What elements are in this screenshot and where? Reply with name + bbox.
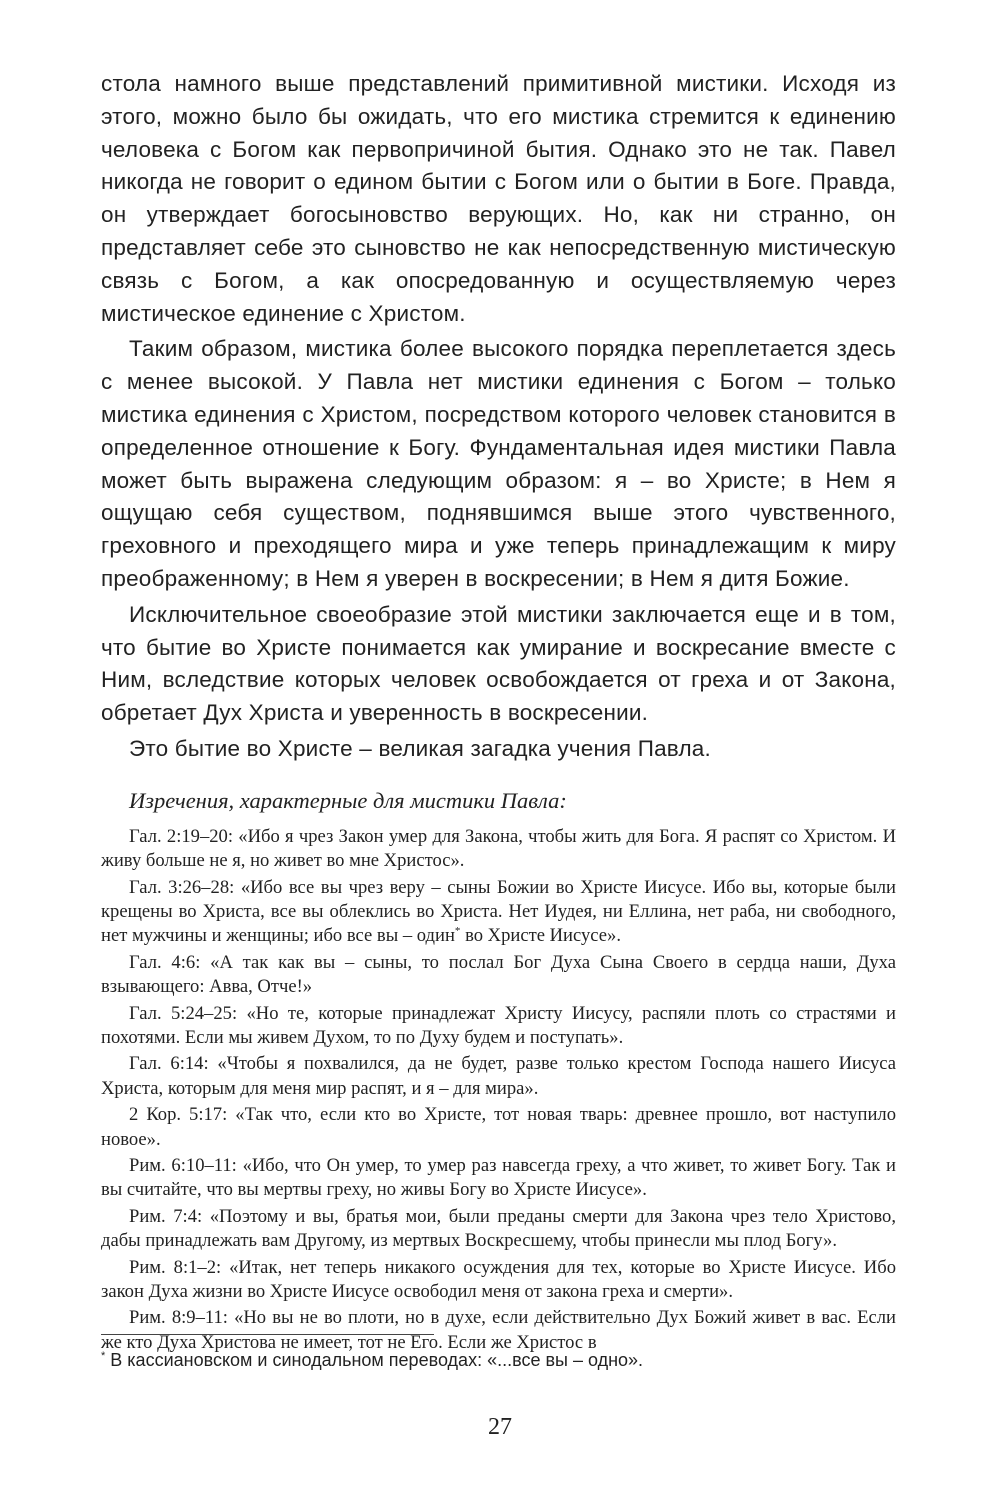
main-text: [101, 68, 896, 766]
quote-item: Рим. 8:9–11: «Но вы не во плоти, но в духе, если действительно Дух Божий живет в вас. Если же кто Духа Христова не имеет, тот не Его. Если же Христос в: [101, 1307, 896, 1353]
quote-item: Гал. 6:14: «Чтобы я похвалился, да не будет, разве только крестом Господа нашего Иисуса Христа, которым для меня мир распят, и я – для мира».: [101, 1053, 896, 1099]
footnote-divider: [101, 1334, 434, 1335]
quote-text: Гал. 3:26–28: «Ибо все вы чрез веру – сыны Божии во Христе Иисусе. Ибо вы, которые были крещены во Христа, все вы облеклись во Христа. Нет Иудея, ни Еллина, нет раба, ни свободного, нет мужчины и женщины; ибо все вы – один: [101, 876, 896, 947]
paragraph: Это бытие во Христе – великая загадка учения Павла.: [129, 735, 711, 761]
quote-item: Гал. 5:24–25: «Но те, которые принадлежат Христу Иисусу, распяли плоть со страстями и похотями. Если мы живем Духом, то по Духу будем и поступать».: [101, 1002, 896, 1048]
quote-item: Гал. 4:6: «А так как вы – сыны, то послал Бог Духа Сына Своего в сердца наши, Духа взывающего: Авва, Отче!»: [101, 951, 896, 998]
footnote: [101, 1348, 896, 1372]
paragraph: стола намного выше представлений примитивной мистики. Исходя из этого, можно было бы ожидать, что его мистика стремится к единению человека с Богом как первопричиной бытия. Однако это не так. Павел никогда не говорит о едином бытии с Богом или о бытии в Боге. Правда, он утверждает богосыновство верующих. Но, как ни странно, он представляет себе это сыновство не как непосредственную мистическую связь с Богом, а как опосредованную и осуществляемую через мистическое единение с Христом.: [101, 71, 896, 326]
page-content: [101, 68, 896, 1357]
quote-item: [101, 876, 896, 949]
footnote-mark: *: [101, 1350, 106, 1362]
quote-item: Гал. 2:19–20: «Ибо я чрез Закон умер для Закона, чтобы жить для Бога. Я распят со Христом. И живу больше не я, но живет во мне Христос».: [101, 825, 896, 872]
paragraph: Исключительное своеобразие этой мистики заключается еще и в том, что бытие во Христе понимается как умирание и воскресание вместе с Ним, вследствие которых человек освобождается от греха и от Закона, обретает Дух Христа и уверенность в воскресении.: [101, 601, 896, 726]
quote-item: Рим. 6:10–11: «Ибо, что Он умер, то умер раз навсегда греху, а что живет, то живет Богу. Так и вы считайте, что вы мертвы греху, но живы Богу во Христе Иисусе».: [101, 1155, 896, 1201]
sayings-heading: Изречения, характерные для мистики Павла:: [129, 787, 567, 813]
page-number: 27: [488, 1414, 512, 1440]
quote-item: Рим. 8:1–2: «Итак, нет теперь никакого осуждения для тех, которые во Христе Иисусе. Ибо закон Духа жизни во Христе Иисусе освободил меня от закона греха и смерти».: [101, 1256, 896, 1303]
footnote-text: В кассиановском и синодальном переводах: «...все вы – одно».: [105, 1350, 644, 1370]
quotes-list: [101, 825, 896, 1356]
quote-item: Рим. 7:4: «Поэтому и вы, братья мои, были преданы смерти для Закона чрез тело Христово, дабы принадлежать вам Другому, из мертвых Воскресшему, чтобы принесли мы плод Богу».: [101, 1205, 896, 1252]
quote-text: во Христе Иисусе».: [465, 925, 621, 947]
quote-item: 2 Кор. 5:17: «Так что, если кто во Христе, тот новая тварь: древнее прошло, вот наступило новое».: [101, 1104, 896, 1150]
footnote-marker[interactable]: *: [454, 925, 461, 938]
paragraph: Таким образом, мистика более высокого порядка переплетается здесь с менее высокой. У Павла нет мистики единения с Богом – только мистика единения с Христом, посредством которого человек становится в определенное отношение к Богу. Фундаментальная идея мистики Павла может быть выражена следующим образом: я – во Христе; в Нем я ощущаю себя существом, поднявшимся выше этого чувственного, греховного и преходящего мира и уже теперь принадлежащим к миру преображенному; в Нем я уверен в воскресении; в Нем я дитя Божие.: [101, 336, 896, 591]
